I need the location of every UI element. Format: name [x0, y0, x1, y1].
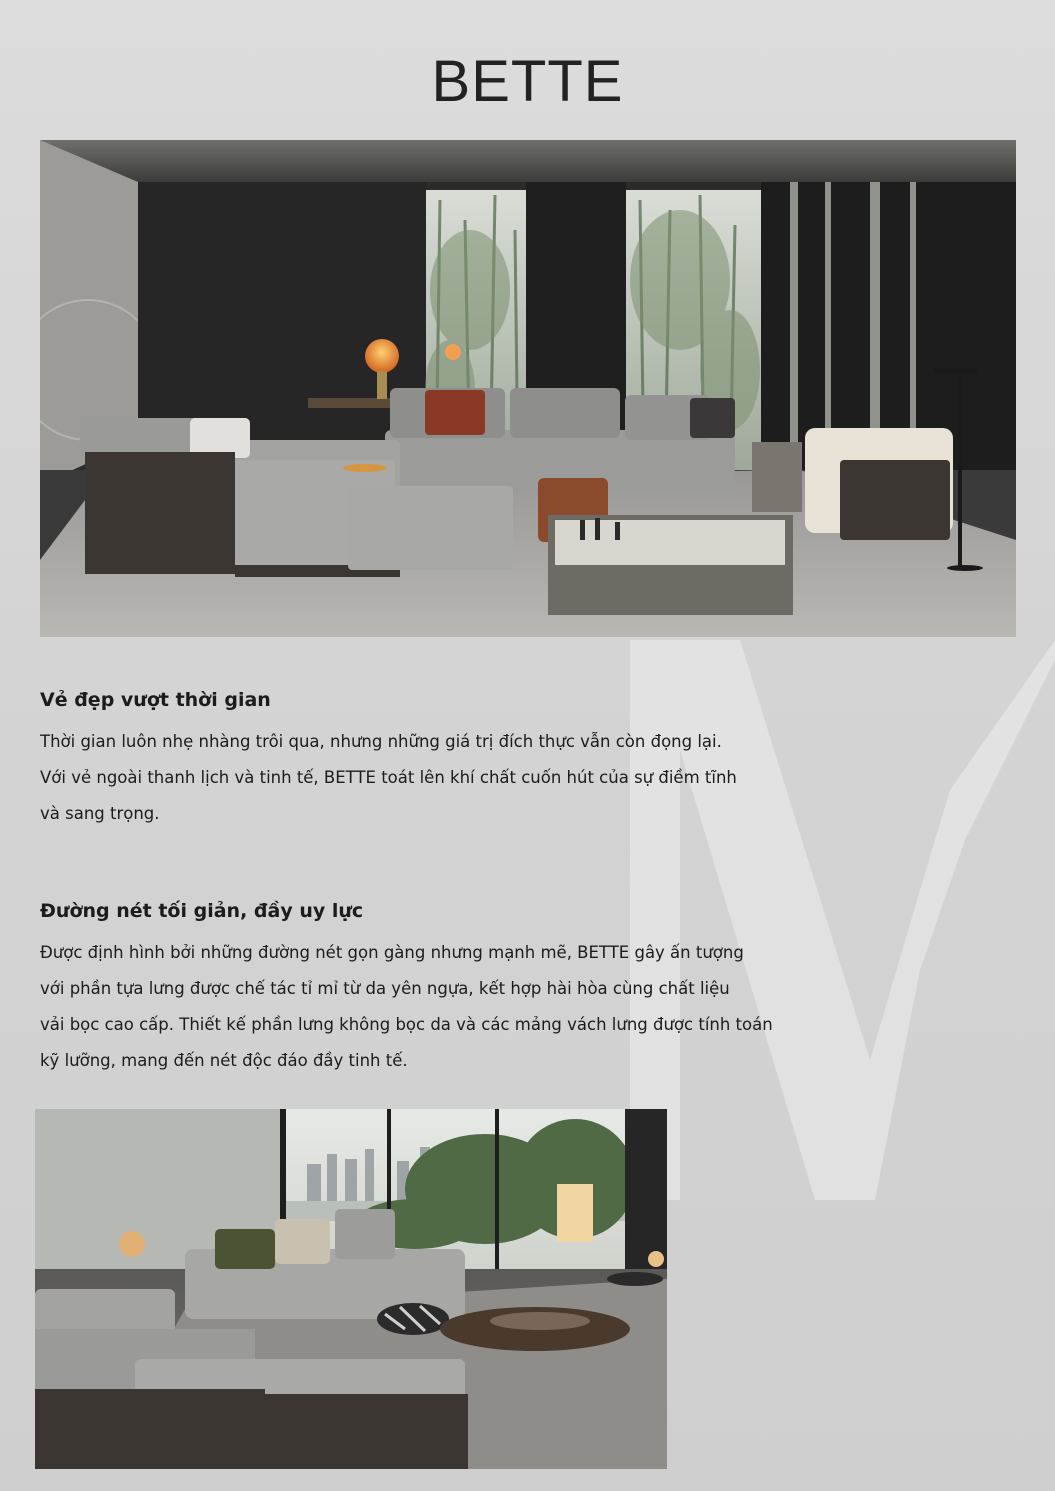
- section-heading: Vẻ đẹp vượt thời gian: [40, 689, 271, 711]
- paragraph-line: kỹ lưỡng, mang đến nét độc đáo đầy tinh tế.: [40, 1051, 408, 1070]
- paragraph-line: Thời gian luôn nhẹ nhàng trôi qua, nhưng những giá trị đích thực vẫn còn đọng lại.: [40, 732, 722, 751]
- paragraph-line: và sang trọng.: [40, 804, 160, 823]
- section-paragraph: [40, 935, 800, 1079]
- paragraph-line: Được định hình bởi những đường nét gọn gàng nhưng mạnh mẽ, BETTE gây ấn tượng: [40, 943, 744, 962]
- secondary-living-room-photo: [35, 1109, 667, 1469]
- hero-living-room-photo: [40, 140, 1016, 637]
- paragraph-line: Với vẻ ngoài thanh lịch và tinh tế, BETTE toát lên khí chất cuốn hút của sự điềm tĩnh: [40, 768, 737, 787]
- brand-title: BETTE: [431, 49, 624, 114]
- paragraph-line: với phần tựa lưng được chế tác tỉ mỉ từ da yên ngựa, kết hợp hài hòa cùng chất liệu: [40, 979, 730, 998]
- paragraph-line: vải bọc cao cấp. Thiết kế phần lưng không bọc da và các mảng vách lưng được tính toán: [40, 1015, 773, 1034]
- section-minimal-lines: [40, 897, 800, 1079]
- section-paragraph: [40, 724, 800, 832]
- section-heading: Đường nét tối giản, đầy uy lực: [40, 900, 364, 922]
- section-timeless-beauty: [40, 686, 800, 832]
